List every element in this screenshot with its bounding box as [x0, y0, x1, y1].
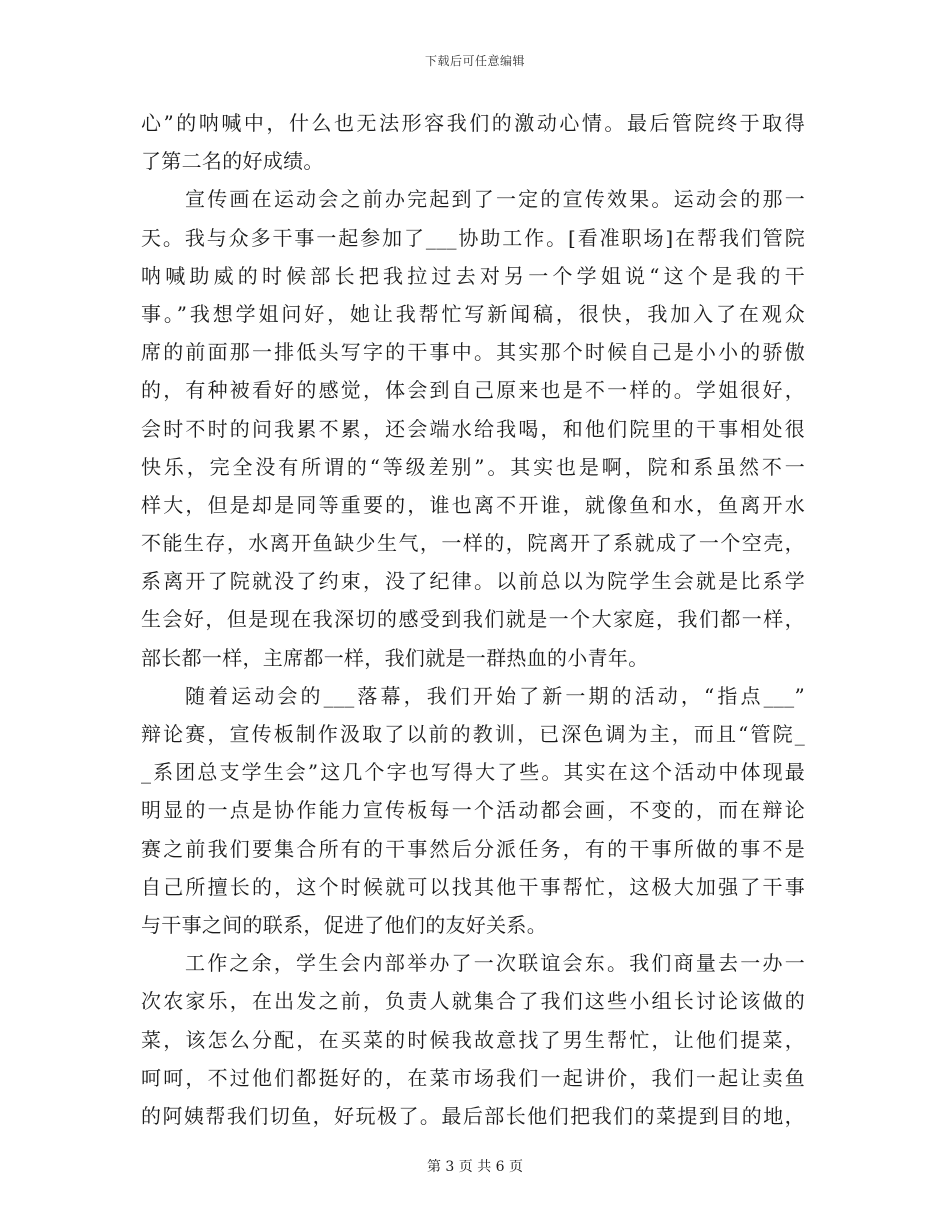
- text-line: _系团总支学生会”这几个字也写得大了些。其实在这个活动中体现最: [141, 760, 805, 785]
- text-line: 宣传画在运动会之前办完起到了一定的宣传效果。运动会的那一: [185, 187, 805, 212]
- text-line: 菜，该怎么分配，在买菜的时候我故意找了男生帮忙，让他们提菜，: [141, 1027, 805, 1052]
- text-line: 呐喊助威的时候部长把我拉过去对另一个学姐说“这个是我的干: [141, 263, 805, 288]
- text-line: 生会好，但是现在我深切的感受到我们就是一个大家庭，我们都一样，: [141, 607, 805, 632]
- text-line: 呵呵，不过他们都挺好的，在菜市场我们一起讲价，我们一起让卖鱼: [141, 1065, 805, 1090]
- text-line: 赛之前我们要集合所有的干事然后分派任务，有的干事所做的事不是: [141, 836, 805, 861]
- text-line: 的阿姨帮我们切鱼，好玩极了。最后部长他们把我们的菜提到目的地，: [141, 1103, 805, 1128]
- text-line: 部长都一样，主席都一样，我们就是一群热血的小青年。: [141, 645, 649, 670]
- text-line: 不能生存，水离开鱼缺少生气，一样的，院离开了系就成了一个空壳，: [141, 531, 805, 556]
- text-line: 与干事之间的联系，促进了他们的友好关系。: [141, 912, 547, 937]
- text-line: 辩论赛，宣传板制作汲取了以前的教训，已深色调为主，而且“管院_: [141, 722, 805, 746]
- text-line: 天。我与众多干事一起参加了___协助工作。[看准职场]在帮我们管院: [141, 225, 805, 250]
- text-line: 会时不时的问我累不累，还会端水给我喝，和他们院里的干事相处很: [141, 416, 805, 441]
- text-line: 快乐，完全没有所谓的“等级差别”。其实也是啊，院和系虽然不一: [141, 454, 805, 479]
- text-line: 的，有种被看好的感觉，体会到自己原来也是不一样的。学姐很好，: [141, 378, 805, 403]
- text-line: 随着运动会的___落幕，我们开始了新一期的活动，“指点___”: [185, 683, 805, 708]
- text-line: 工作之余，学生会内部举办了一次联谊会东。我们商量去一办一: [185, 951, 805, 976]
- text-line: 心”的呐喊中，什么也无法形容我们的激动心情。最后管院终于取得: [141, 111, 805, 135]
- text-line: 自己所擅长的，这个时候就可以找其他干事帮忙，这极大加强了干事: [141, 874, 805, 899]
- page-header: 下载后可任意编辑: [424, 54, 525, 68]
- text-line: 席的前面那一排低头写字的干事中。其实那个时候自己是小小的骄傲: [141, 340, 805, 365]
- text-line: 系离开了院就没了约束，没了纪律。以前总以为院学生会就是比系学: [141, 569, 805, 594]
- text-line: 事。”我想学姐问好，她让我帮忙写新闻稿，很快，我加入了在观众: [141, 301, 805, 326]
- document-body: [141, 104, 805, 1135]
- text-line: 了第二名的好成绩。: [141, 149, 324, 174]
- text-line: 明显的一点是协作能力宣传板每一个活动都会画，不变的，而在辩论: [141, 798, 805, 823]
- page-number: 第 3 页 共 6 页: [426, 1159, 524, 1175]
- text-line: 样大，但是却是同等重要的，谁也离不开谁，就像鱼和水，鱼离开水: [141, 492, 805, 517]
- text-line: 次农家乐，在出发之前，负责人就集合了我们这些小组长讨论该做的: [141, 989, 805, 1014]
